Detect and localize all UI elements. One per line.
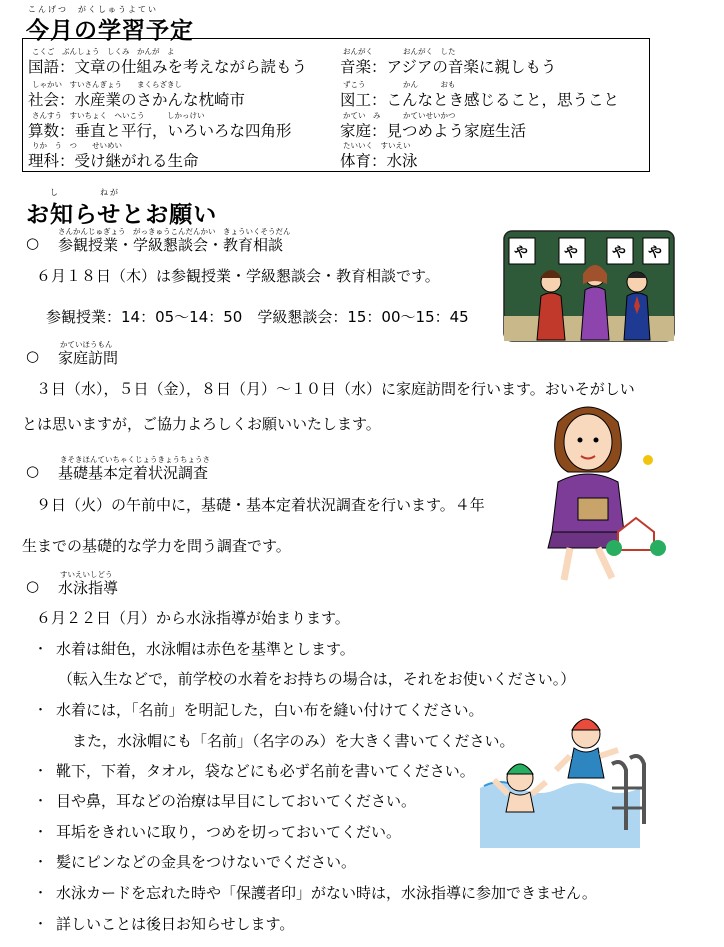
bullet-dot: ・ bbox=[34, 642, 48, 657]
schedule-title: 今月の学習予定 bbox=[26, 18, 194, 44]
bullet-dot: ・ bbox=[34, 917, 48, 932]
schedule-item-social: 社会：水産業のさかんな枕崎市 bbox=[28, 91, 246, 109]
section-heading-ruby: すいえいしどう bbox=[60, 570, 113, 579]
bullet-item: 水着には，「名前」を明記した，白い布を縫い付けてください。 bbox=[56, 701, 484, 719]
section-marker: ○ bbox=[26, 577, 40, 595]
notice-line: 参観授業：14：05～14：50 学級懇談会：15：00～15：45 bbox=[46, 308, 469, 326]
card-letter: や bbox=[648, 245, 662, 261]
schedule-title-ruby: こんげつ がくしゅうよてい bbox=[28, 5, 158, 14]
children-swimming-illustration bbox=[480, 708, 658, 848]
bullet-dot: ・ bbox=[34, 886, 48, 901]
teacher-visiting-illustration bbox=[518, 402, 668, 584]
card-letter: や bbox=[514, 245, 528, 261]
bullet-dot: ・ bbox=[34, 703, 48, 718]
schedule-ruby: かてい み かていせいかつ bbox=[343, 111, 456, 120]
schedule-ruby: しゃかい すいさんぎょう まくらざきし bbox=[32, 80, 182, 89]
card-letter: や bbox=[564, 245, 578, 261]
schedule-item-music: 音楽：アジアの音楽に親しもう bbox=[340, 58, 557, 76]
bullet-item: 詳しいことは後日お知らせします。 bbox=[56, 915, 295, 933]
schedule-item-pe: 体育：水泳 bbox=[340, 152, 418, 170]
schedule-ruby: りか う つ せいめい bbox=[32, 141, 122, 150]
bullet-dot: ・ bbox=[34, 825, 48, 840]
schedule-ruby: ずこう かん おも bbox=[343, 80, 456, 89]
card-letter: や bbox=[612, 245, 626, 261]
schedule-ruby: さんすう すいちょく へいこう しかっけい bbox=[32, 111, 205, 120]
notices-title-wrap bbox=[26, 188, 218, 229]
section-marker: ○ bbox=[26, 347, 40, 365]
section-heading-open-class: 参観授業・学級懇談会・教育相談 bbox=[58, 236, 284, 254]
section-heading-swimming: 水泳指導 bbox=[58, 579, 119, 597]
notice-line: 生までの基礎的な学力を問う調査です。 bbox=[22, 537, 291, 555]
notice-line: ６月２２日（月）から水泳指導が始まります。 bbox=[36, 609, 350, 627]
bullet-item: 水泳カードを忘れた時や「保護者印」がない時は，水泳指導に参加できません。 bbox=[56, 884, 597, 902]
bullet-item: 目や鼻，耳などの治療は早目にしておいてください。 bbox=[56, 792, 417, 810]
notices-title: お知らせとお願い bbox=[26, 202, 218, 228]
notice-line: とは思いますが，ご協力よろしくお願いいたします。 bbox=[22, 415, 381, 433]
bullet-dot: ・ bbox=[34, 855, 48, 870]
schedule-item-math: 算数：垂直と平行，いろいろな四角形 bbox=[28, 122, 292, 140]
section-marker: ○ bbox=[26, 462, 40, 480]
schedule-item-home: 家庭：見つめよう家庭生活 bbox=[340, 122, 527, 140]
notice-line: ６月１８日（木）は参観授業・学級懇談会・教育相談です。 bbox=[36, 267, 440, 285]
schedule-ruby: おんがく おんがく した bbox=[343, 47, 456, 56]
schedule-item-science: 理科：受け継がれる生命 bbox=[28, 152, 199, 170]
schedule-item-japanese: 国語：文章の仕組みを考えながら読もう bbox=[28, 58, 308, 76]
classroom-parents-illustration bbox=[503, 230, 675, 342]
section-heading-ruby: きそきほんていちゃくじょうきょうちょうさ bbox=[60, 455, 210, 464]
section-heading-survey: 基礎基本定着状況調査 bbox=[58, 464, 209, 482]
bullet-item: 靴下，下着，タオル，袋などにも必ず名前を書いてください。 bbox=[56, 762, 475, 780]
schedule-ruby: たいいく すいえい bbox=[343, 141, 411, 150]
notices-title-ruby: し ねが bbox=[50, 188, 120, 197]
bullet-sub-line: （転入生などで，前学校の水着をお持ちの場合は，それをお使いください。） bbox=[58, 670, 576, 688]
bullet-dot: ・ bbox=[34, 764, 48, 779]
bullet-item: 髪にピンなどの金具をつけないでください。 bbox=[56, 853, 357, 871]
schedule-item-art: 図工：こんなとき感じること，思うこと bbox=[340, 91, 620, 109]
section-heading-home-visit: 家庭訪問 bbox=[58, 349, 119, 367]
bullet-item: 耳垢をきれいに取り，つめを切っておいてくだい。 bbox=[56, 823, 402, 841]
bullet-item: 水着は紺色，水泳帽は赤色を基準とします。 bbox=[56, 640, 355, 658]
notice-line: ３日（水），５日（金），８日（月）～１０日（水）に家庭訪問を行います。おいそがしい bbox=[36, 380, 635, 398]
bullet-dot: ・ bbox=[34, 794, 48, 809]
section-marker: ○ bbox=[26, 234, 40, 252]
schedule-ruby: こくご ぶんしょう しくみ かんが よ bbox=[32, 47, 175, 56]
section-heading-ruby: さんかんじゅぎょう がっきゅうこんだんかい きょういくそうだん bbox=[58, 227, 291, 236]
section-heading-ruby: かていほうもん bbox=[60, 340, 113, 349]
bullet-sub-line: また，水泳帽にも「名前」（名字のみ）を大きく書いてください。 bbox=[72, 732, 515, 750]
notice-line: ９日（火）の午前中に，基礎・基本定着状況調査を行います。４年 bbox=[36, 496, 485, 514]
